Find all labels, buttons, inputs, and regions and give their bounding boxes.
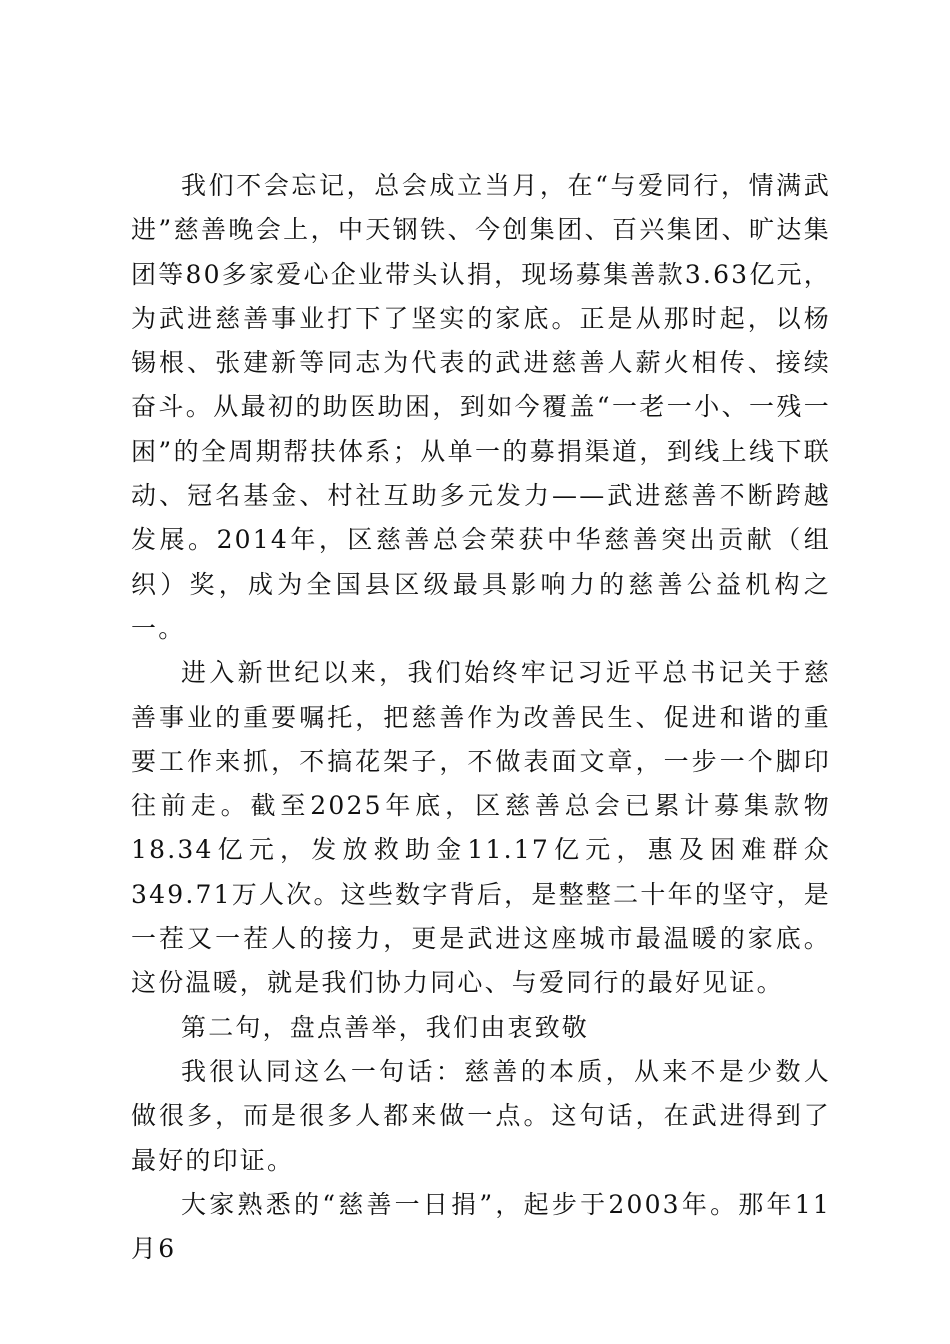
section-heading: 第二句，盘点善举，我们由衷致敬 [181,1012,590,1042]
paragraph-one-day-donation: 大家熟悉的“慈善一日捐”，起步于2003年。那年11月6 [131,1189,831,1264]
document-page [131,164,831,1271]
paragraph-founding-gala: 我们不会忘记，总会成立当月，在“与爱同行，情满武进”慈善晚会上，中天钢铁、今创集团、百兴集团、旷达集团等80多家爱心企业带头认捐，现场募集善款3.63亿元，为武进慈善事业打下了坚实的家底。正是从那时起，以杨锡根、张建新等同志为代表的武进慈善人薪火相传、接续奋斗。从最初的助医助困，到如今覆盖“一老一小、一残一困”的全周期帮扶体系；从单一的募捐渠道，到线上线下联动、冠名基金、村社互助多元发力——武进慈善不断跨越发展。2014年，区慈善总会荣获中华慈善突出贡献（组织）奖，成为全国县区级最具影响力的慈善公益机构之一。 [131,171,831,643]
paragraph-essence-of-charity: 我很认同这么一句话：慈善的本质，从来不是少数人做很多，而是很多人都来做一点。这句话，在武进得到了最好的印证。 [131,1056,831,1175]
paragraph-achievements: 进入新世纪以来，我们始终牢记习近平总书记关于慈善事业的重要嘱托，把慈善作为改善民生、促进和谐的重要工作来抓，不搞花架子，不做表面文章，一步一个脚印往前走。截至2025年底，区慈善总会已累计募集款物18.34亿元，发放救助金11.17亿元，惠及困难群众349.71万人次。这些数字背后，是整整二十年的坚守，是一茬又一茬人的接力，更是武进这座城市最温暖的家底。这份温暖，就是我们协力同心、与爱同行的最好见证。 [131,658,831,998]
